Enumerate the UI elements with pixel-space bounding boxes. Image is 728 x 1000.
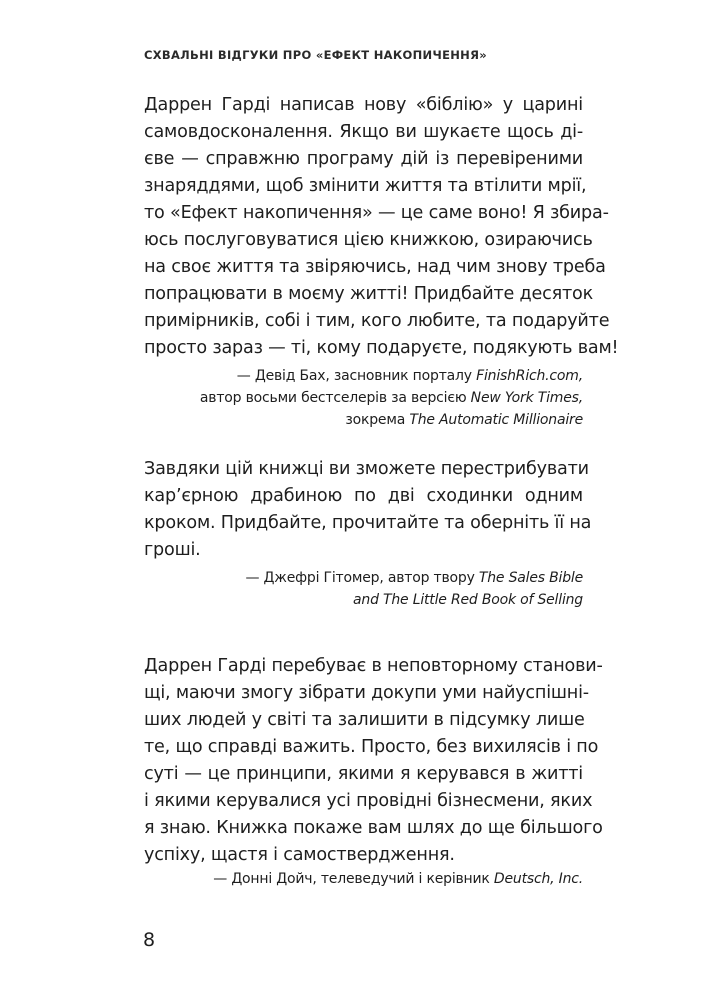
text-line: єве — справжню програму дій із перевіреними [144, 149, 583, 169]
text-line: попрацювати в моєму житті! Придбайте десяток [144, 284, 593, 304]
testimonial-text-2 [144, 456, 592, 564]
attribution-text: — Донні Дойч, телеведучий і керівник [213, 871, 494, 887]
work-title: The Automatic Millionaire [409, 412, 583, 428]
text-line: Даррен Гарді перебуває в неповторному станови- [144, 656, 603, 676]
attribution-text: — Девід Бах, засновник порталу [236, 368, 477, 384]
attribution-line [144, 589, 583, 611]
testimonial-text-3 [144, 653, 603, 869]
text-line: знаряддями, щоб змінити життя та втілити мрії, [144, 176, 587, 196]
testimonial-attribution-1 [144, 365, 583, 431]
text-line: юсь послуговуватися цією книжкою, озираючись [144, 230, 593, 250]
text-line: і якими керувалися усі провідні бізнесмени, яких [144, 791, 593, 811]
attribution-text: зокрема [345, 412, 410, 428]
work-title: FinishRich.com, [476, 368, 583, 384]
text-line: Даррен Гарді написав нову «біблію» у царині [144, 95, 583, 115]
text-line: просто зараз — ті, кому подаруєте, подякують вам! [144, 338, 619, 358]
attribution-line [144, 868, 583, 890]
text-line: те, що справді важить. Просто, без вихилясів і по [144, 737, 599, 757]
work-title: and The Little Red Book of Selling [353, 592, 583, 608]
work-title: The Sales Bible [478, 570, 583, 586]
attribution-line [144, 387, 583, 409]
page-number: 8 [143, 929, 156, 951]
text-line: щі, маючи змогу зібрати докупи уми найуспішні- [144, 683, 589, 703]
text-line: Завдяки цій книжці ви зможете перестрибувати [144, 459, 589, 479]
text-line: гроші. [144, 540, 201, 560]
work-title: New York Times, [470, 390, 583, 406]
text-line: самовдосконалення. Якщо ви шукаєте щось ді- [144, 122, 583, 142]
attribution-line [144, 567, 583, 589]
text-line: кар’єрною драбиною по дві сходинки одним [144, 486, 583, 506]
text-line: суті — це принципи, якими я керувався в житті [144, 764, 583, 784]
running-head: СХВАЛЬНІ ВІДГУКИ ПРО «ЕФЕКТ НАКОПИЧЕННЯ» [144, 48, 487, 62]
attribution-line [144, 365, 583, 387]
text-line: то «Ефект накопичення» — це саме воно! Я збира- [144, 203, 609, 223]
attribution-text: — Джефрі Гітомер, автор твору [245, 570, 479, 586]
text-line: кроком. Придбайте, прочитайте та оберніть її на [144, 513, 592, 533]
text-line: я знаю. Книжка покаже вам шлях до ще більшого [144, 818, 603, 838]
work-title: Deutsch, Inc. [493, 871, 583, 887]
testimonial-attribution-2 [144, 567, 583, 611]
text-line: успіху, щастя і самоствердження. [144, 845, 455, 865]
testimonial-text-1 [144, 92, 619, 362]
attribution-line [144, 409, 583, 431]
testimonial-attribution-3 [144, 868, 583, 890]
text-line: ших людей у світі та залишити в підсумку лише [144, 710, 585, 730]
text-line: примірників, собі і тим, кого любите, та подаруйте [144, 311, 610, 331]
text-line: на своє життя та звіряючись, над чим знову треба [144, 257, 606, 277]
attribution-text: автор восьми бестселерів за версією [199, 390, 471, 406]
